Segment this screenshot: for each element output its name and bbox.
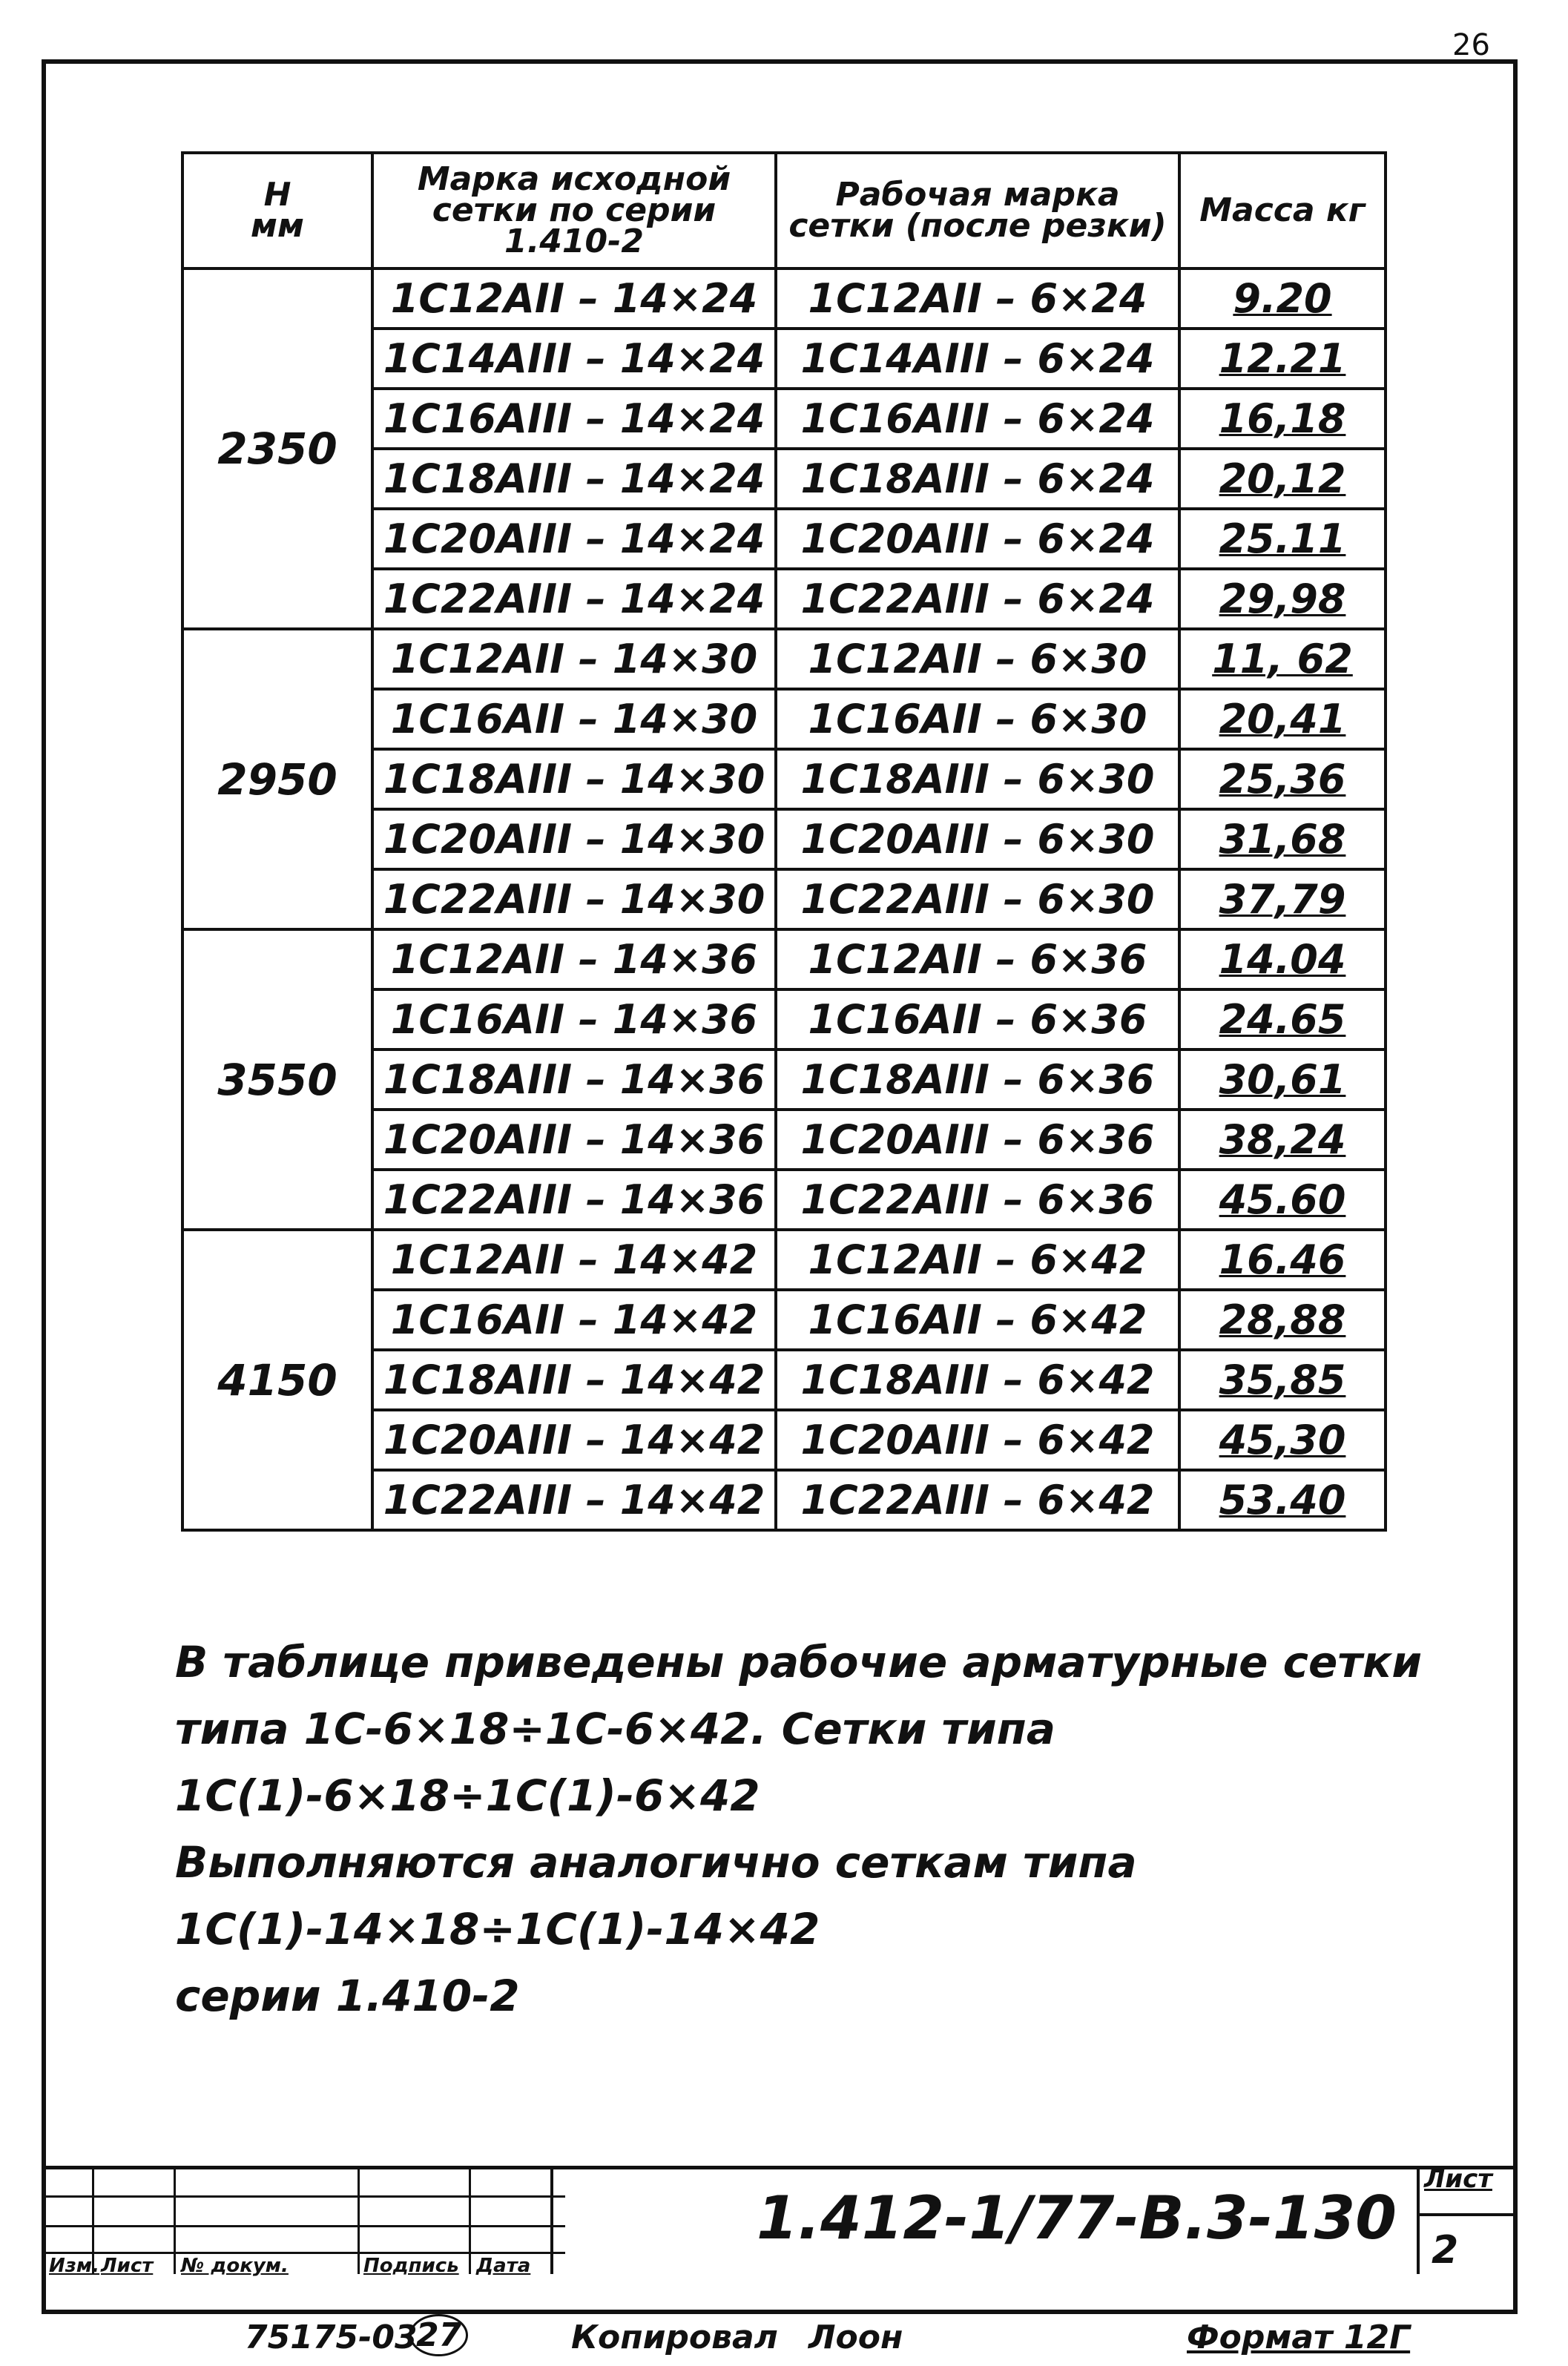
mesh-spec-table xyxy=(181,151,1387,1532)
title-block-col-line xyxy=(469,2166,471,2274)
source-mark-cell: 1С18АIII – 14×42 xyxy=(372,1350,776,1410)
mass-cell: 37,79 xyxy=(1179,869,1386,929)
working-mark-cell: 1С12АII – 6×24 xyxy=(776,268,1179,329)
header-source-mark: Марка исходной сетки по серии 1.410-2 xyxy=(372,153,776,268)
header-mass: Масса кг xyxy=(1179,153,1386,268)
copied-label: Копировал xyxy=(571,2319,778,2356)
source-mark-cell: 1С12АII – 14×36 xyxy=(372,929,776,989)
mass-cell: 25,36 xyxy=(1179,749,1386,809)
mass-cell: 11, 62 xyxy=(1179,629,1386,689)
title-block-row-line xyxy=(46,2195,565,2198)
inventory-number: 75175-03 xyxy=(245,2319,418,2356)
title-block-row-line xyxy=(46,2252,565,2254)
source-mark-cell: 1С22АIII – 14×36 xyxy=(372,1170,776,1230)
mass-cell: 31,68 xyxy=(1179,809,1386,869)
col-label-sheet: Лист xyxy=(101,2255,154,2277)
mass-cell: 38,24 xyxy=(1179,1110,1386,1170)
working-mark-cell: 1С12АII – 6×30 xyxy=(776,629,1179,689)
circled-number: 27 xyxy=(409,2314,468,2356)
mass-cell: 20,41 xyxy=(1179,689,1386,749)
source-mark-cell: 1С20АIII – 14×24 xyxy=(372,509,776,569)
bottom-strip xyxy=(0,2314,1568,2366)
working-mark-cell: 1С12АII – 6×36 xyxy=(776,929,1179,989)
source-mark-cell: 1С12АII – 14×42 xyxy=(372,1230,776,1290)
title-block-col-line xyxy=(550,2166,553,2274)
working-mark-cell: 1С16АIII – 6×24 xyxy=(776,389,1179,449)
mass-cell: 29,98 xyxy=(1179,569,1386,629)
source-mark-cell: 1С20АIII – 14×30 xyxy=(372,809,776,869)
source-mark-cell: 1С16АII – 14×42 xyxy=(372,1290,776,1350)
working-mark-cell: 1С18АIII – 6×42 xyxy=(776,1350,1179,1410)
mass-cell: 53.40 xyxy=(1179,1470,1386,1530)
source-mark-cell: 1С18АIII – 14×36 xyxy=(372,1049,776,1110)
mass-cell: 16,18 xyxy=(1179,389,1386,449)
copier-name: Лоон xyxy=(808,2319,903,2356)
source-mark-cell: 1С22АIII – 14×30 xyxy=(372,869,776,929)
sheet-label: Лист xyxy=(1424,2164,1492,2194)
working-mark-cell: 1С16АII – 6×36 xyxy=(776,989,1179,1049)
note-line: В таблице приведены рабочие арматурные сетки xyxy=(175,1637,1422,1687)
title-block-row-line xyxy=(46,2225,565,2227)
mass-cell: 45,30 xyxy=(1179,1410,1386,1470)
source-mark-cell: 1С18АIII – 14×24 xyxy=(372,449,776,509)
mass-cell: 12.21 xyxy=(1179,329,1386,389)
note-line: серии 1.410-2 xyxy=(175,1971,520,2021)
height-cell: 4150 xyxy=(182,1230,372,1530)
sheet-box-divider xyxy=(1417,2166,1420,2274)
header-working-mark: Рабочая марка сетки (после резки) xyxy=(776,153,1179,268)
title-block-col-line xyxy=(358,2166,360,2274)
source-mark-cell: 1С20АIII – 14×36 xyxy=(372,1110,776,1170)
table-row xyxy=(182,629,1386,689)
mass-cell: 35,85 xyxy=(1179,1350,1386,1410)
height-cell: 2950 xyxy=(182,629,372,929)
note-line: Выполняются аналогично сеткам типа 1С(1)-14×18÷1С(1)-14×42 xyxy=(175,1837,1137,1954)
source-mark-cell: 1С12АII – 14×30 xyxy=(372,629,776,689)
working-mark-cell: 1С22АIII – 6×30 xyxy=(776,869,1179,929)
mass-cell: 20,12 xyxy=(1179,449,1386,509)
mass-cell: 30,61 xyxy=(1179,1049,1386,1110)
working-mark-cell: 1С12АII – 6×42 xyxy=(776,1230,1179,1290)
format-label: Формат 12Г xyxy=(1187,2319,1411,2356)
working-mark-cell: 1С16АII – 6×42 xyxy=(776,1290,1179,1350)
page-number: 26 xyxy=(1452,28,1490,62)
mass-cell: 28,88 xyxy=(1179,1290,1386,1350)
note-paragraph xyxy=(175,1629,1436,2029)
col-label-change: Изм. xyxy=(49,2255,99,2277)
source-mark-cell: 1С22АIII – 14×42 xyxy=(372,1470,776,1530)
sheet-box-line xyxy=(1417,2213,1513,2216)
note-line: типа 1С-6×18÷1С-6×42. Сетки типа 1С(1)-6×18÷1С(1)-6×42 xyxy=(175,1704,1055,1821)
table-row xyxy=(182,929,1386,989)
mass-cell: 45.60 xyxy=(1179,1170,1386,1230)
col-label-doc-number: № докум. xyxy=(181,2255,289,2277)
working-mark-cell: 1С22АIII – 6×42 xyxy=(776,1470,1179,1530)
height-cell: 3550 xyxy=(182,929,372,1230)
working-mark-cell: 1С20АIII – 6×36 xyxy=(776,1110,1179,1170)
working-mark-cell: 1С18АIII – 6×24 xyxy=(776,449,1179,509)
source-mark-cell: 1С18АIII – 14×30 xyxy=(372,749,776,809)
mass-cell: 16.46 xyxy=(1179,1230,1386,1290)
working-mark-cell: 1С20АIII – 6×24 xyxy=(776,509,1179,569)
mass-cell: 9.20 xyxy=(1179,268,1386,329)
height-cell: 2350 xyxy=(182,268,372,629)
working-mark-cell: 1С14АIII – 6×24 xyxy=(776,329,1179,389)
source-mark-cell: 1С12АII – 14×24 xyxy=(372,268,776,329)
table-row xyxy=(182,268,1386,329)
source-mark-cell: 1С14АIII – 14×24 xyxy=(372,329,776,389)
source-mark-cell: 1С22АIII – 14×24 xyxy=(372,569,776,629)
col-label-date: Дата xyxy=(476,2255,531,2277)
working-mark-cell: 1С16АII – 6×30 xyxy=(776,689,1179,749)
header-h-mm: Н мм xyxy=(182,153,372,268)
document-code: 1.412-1/77-В.3-130 xyxy=(757,2184,1397,2253)
source-mark-cell: 1С16АII – 14×30 xyxy=(372,689,776,749)
title-block-top-line xyxy=(46,2166,1513,2169)
source-mark-cell: 1С16АIII – 14×24 xyxy=(372,389,776,449)
title-block-col-line xyxy=(174,2166,176,2274)
working-mark-cell: 1С22АIII – 6×36 xyxy=(776,1170,1179,1230)
source-mark-cell: 1С20АIII – 14×42 xyxy=(372,1410,776,1470)
sheet-number: 2 xyxy=(1432,2228,1459,2273)
working-mark-cell: 1С20АIII – 6×30 xyxy=(776,809,1179,869)
working-mark-cell: 1С22АIII – 6×24 xyxy=(776,569,1179,629)
working-mark-cell: 1С20АIII – 6×42 xyxy=(776,1410,1179,1470)
col-label-signature: Подпись xyxy=(363,2255,459,2277)
mass-cell: 25.11 xyxy=(1179,509,1386,569)
mass-cell: 24.65 xyxy=(1179,989,1386,1049)
table-row xyxy=(182,1230,1386,1290)
mass-cell: 14.04 xyxy=(1179,929,1386,989)
working-mark-cell: 1С18АIII – 6×30 xyxy=(776,749,1179,809)
working-mark-cell: 1С18АIII – 6×36 xyxy=(776,1049,1179,1110)
source-mark-cell: 1С16АII – 14×36 xyxy=(372,989,776,1049)
